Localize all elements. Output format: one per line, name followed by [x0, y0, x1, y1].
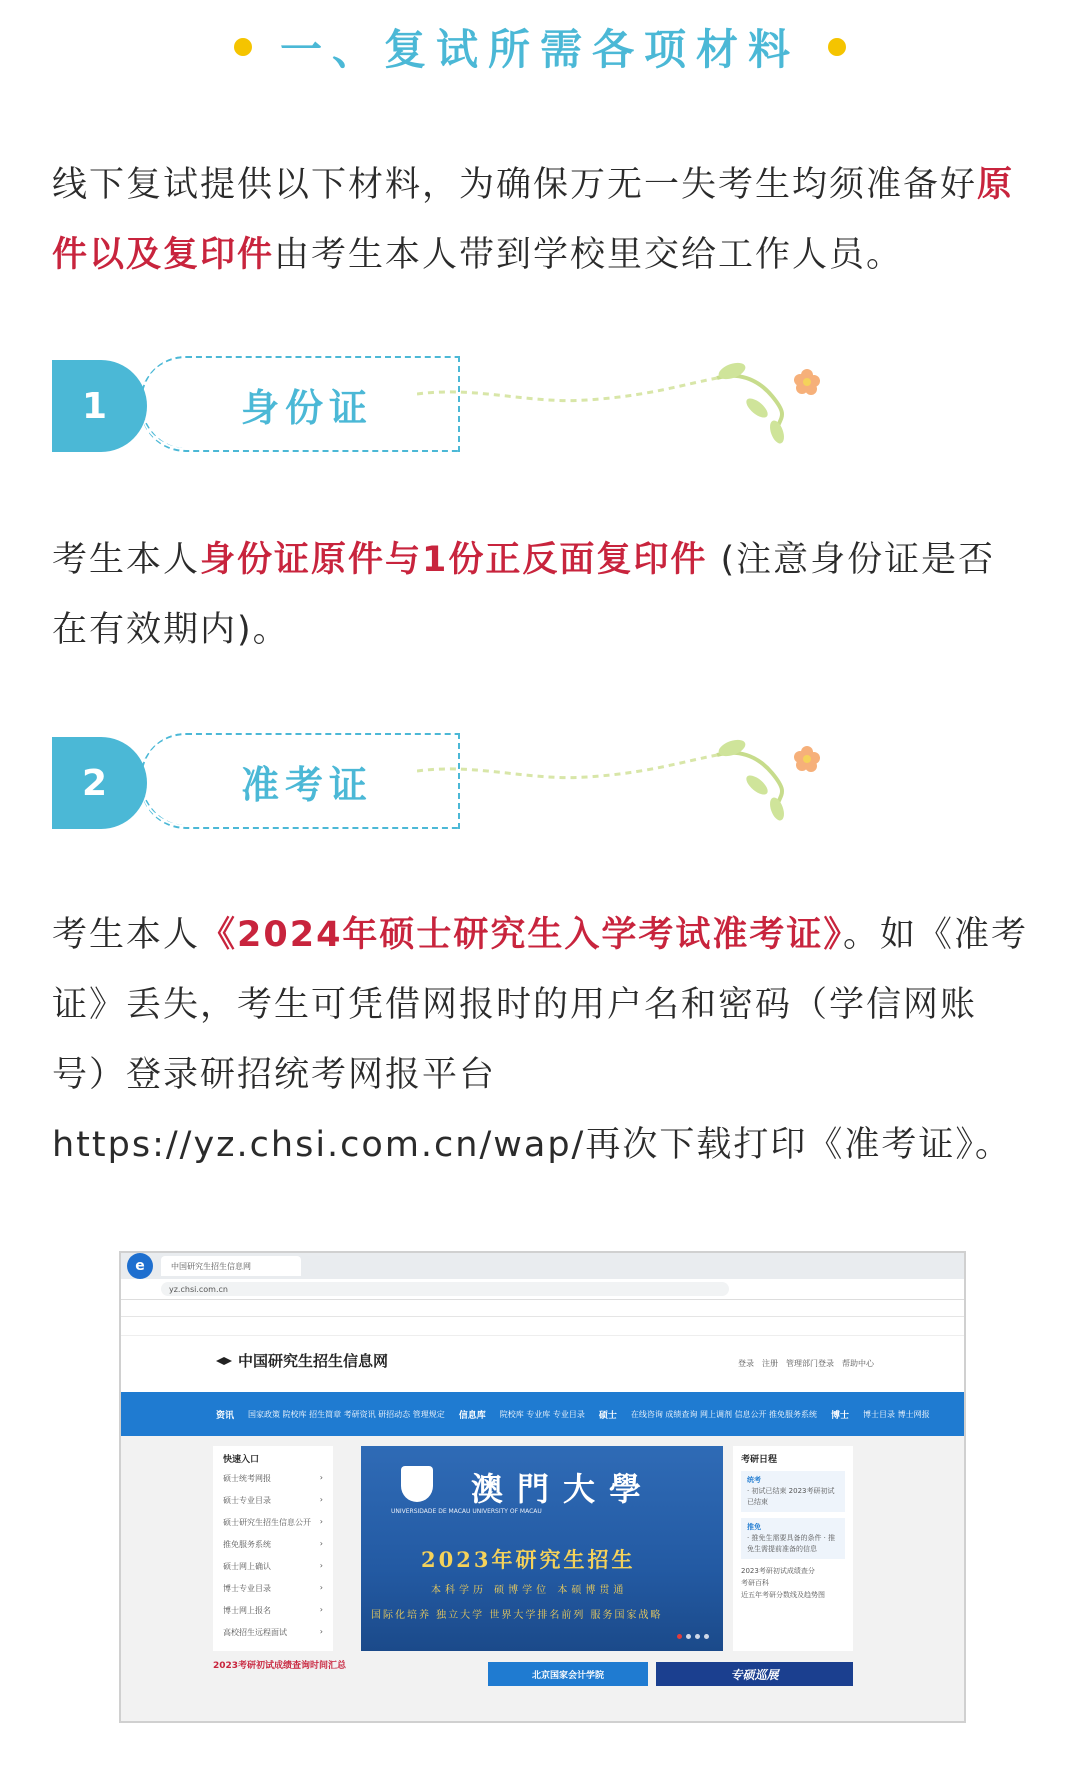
header-link-help[interactable]: 帮助中心	[842, 1359, 874, 1368]
schedule-panel	[733, 1446, 853, 1651]
promo-banner[interactable]	[361, 1446, 723, 1651]
intro-text-b: 由考生本人带到学校里交给工作人员。	[274, 235, 904, 275]
section-title-text: 一、复试所需各项材料	[279, 25, 800, 74]
site-name: 中国研究生招生信息网	[238, 1352, 389, 1370]
nav-group-items[interactable]: 院校库 专业库 专业目录	[499, 1409, 585, 1419]
badge-number: 1	[52, 360, 147, 452]
vine-flower-icon	[417, 733, 857, 833]
title-dot-right	[828, 38, 846, 56]
browser-logo-icon: e	[127, 1253, 153, 1279]
ad-banner-1[interactable]: 北京国家会计学院	[488, 1662, 648, 1686]
ad-banner-2[interactable]: 专硕巡展	[656, 1662, 853, 1686]
nav-group-items[interactable]: 在线咨询 成绩查询 网上调剂 信息公开 推免服务系统	[630, 1409, 818, 1419]
banner-university: 澳門大學	[471, 1470, 656, 1508]
item-2-text-c: 再次下载打印《准考证》。	[585, 1125, 1012, 1165]
quick-entry-item[interactable]: 博士专业目录 ›	[223, 1583, 323, 1593]
browser-tab[interactable]	[161, 1256, 301, 1276]
item-2-badge	[52, 733, 852, 833]
site-main-nav	[121, 1392, 964, 1436]
quick-entry-panel	[213, 1446, 333, 1651]
intro-paragraph	[52, 150, 1028, 290]
header-link-admin[interactable]: 管理部门登录	[786, 1359, 834, 1368]
banner-headline: 2023年研究生招生	[421, 1547, 636, 1572]
header-link-register[interactable]: 注册	[762, 1359, 778, 1368]
site-content	[121, 1436, 964, 1682]
badge-label: 准考证	[240, 762, 373, 807]
nav-group-name[interactable]: 博士	[831, 1410, 850, 1421]
crest-caption: UNIVERSIDADE DE MACAU UNIVERSITY OF MACAU	[391, 1508, 542, 1515]
intro-text-a: 线下复试提供以下材料，为确保万无一失考生均须准备好	[52, 165, 978, 205]
schedule-title: 考研日程	[741, 1455, 778, 1465]
quick-entry-item[interactable]: 硕士专业目录 ›	[223, 1495, 323, 1505]
nav-group-name[interactable]: 硕士	[598, 1410, 617, 1421]
schedule-item[interactable]: 考研百科	[741, 1579, 769, 1587]
site-logo[interactable]	[216, 1350, 388, 1371]
graduation-cap-icon	[216, 1357, 232, 1367]
quick-entry-item[interactable]: 推免服务系统 ›	[223, 1539, 323, 1549]
item-2-highlight: 《2024年硕士研究生入学考试准考证》	[200, 915, 843, 955]
banner-row-2: 国际化培养 独立大学 世界大学排名前列 服务国家战略	[371, 1610, 663, 1621]
site-topnav	[121, 1317, 964, 1336]
header-link-login[interactable]: 登录	[738, 1359, 754, 1368]
item-2-text-b: 。如《准考证》丢失，考生可凭借网报时的用户名和密码（学信网账号）登录研招统考网报平台	[52, 915, 1028, 1095]
site-header	[121, 1336, 964, 1392]
nav-group-name[interactable]: 资讯	[216, 1410, 235, 1421]
item-1-paragraph	[52, 525, 1028, 665]
intro-highlight: 原件以及复印件	[52, 165, 1015, 275]
quick-entry-item[interactable]: 硕士研究生招生信息公开 ›	[223, 1517, 323, 1527]
nav-group-name[interactable]: 信息库	[458, 1410, 486, 1421]
quick-entry-title: 快速入口	[223, 1455, 260, 1465]
browser-tabbar	[121, 1253, 964, 1279]
section-title	[0, 12, 1080, 82]
schedule-item[interactable]: 2023考研初试成绩查分	[741, 1567, 815, 1575]
quick-entry-item[interactable]: 硕士统考网报 ›	[223, 1473, 323, 1483]
schedule-box[interactable]: 推免 · 推免生需要具备的条件 · 推免生需提前准备的信息	[741, 1518, 845, 1559]
quick-entry-item[interactable]: 博士网上报名 ›	[223, 1605, 323, 1615]
website-screenshot	[119, 1251, 966, 1723]
bottom-strip	[213, 1658, 853, 1688]
nav-group-items[interactable]: 国家政策 院校库 招生简章 考研资讯 研招动态 管理规定	[248, 1409, 445, 1419]
item-2-text-a: 考生本人	[52, 915, 201, 955]
quick-entry-item[interactable]: 高校招生远程面试 ›	[223, 1627, 323, 1637]
url-field[interactable]: yz.chsi.com.cn	[161, 1282, 729, 1296]
quick-entry-item[interactable]: 硕士网上确认 ›	[223, 1561, 323, 1571]
schedule-box[interactable]: 统考 · 初试已结束 2023考研初试已结束	[741, 1471, 845, 1512]
nav-group-items[interactable]: 博士目录 博士网报	[863, 1409, 930, 1419]
item-2-paragraph	[52, 900, 1028, 1180]
tab-title: 中国研究生招生信息网	[171, 1261, 251, 1271]
item-2-url[interactable]: https://yz.chsi.com.cn/wap/	[52, 1125, 586, 1165]
university-crest-icon	[401, 1466, 433, 1502]
item-1-badge	[52, 356, 852, 456]
carousel-dots[interactable]	[677, 1634, 709, 1639]
item-1-highlight: 身份证原件与1份正反面复印件	[200, 540, 708, 580]
vine-flower-icon	[417, 356, 857, 456]
badge-number: 2	[52, 737, 147, 829]
badge-label: 身份证	[240, 385, 373, 430]
title-dot-left	[234, 38, 252, 56]
news-headline[interactable]: 2023考研初试成绩查询时间汇总	[213, 1661, 347, 1671]
banner-row-1: 本科学历 硕博学位 本硕博贯通	[431, 1585, 628, 1596]
item-1-text-a: 考生本人	[52, 540, 201, 580]
schedule-item[interactable]: 近五年考研分数线及趋势图	[741, 1591, 825, 1599]
item-1-text-b: (注意身份证是否在有效期内)。	[52, 540, 996, 650]
address-bar[interactable]	[121, 1279, 964, 1300]
header-links	[738, 1358, 874, 1369]
bookmarks-bar	[121, 1300, 964, 1317]
